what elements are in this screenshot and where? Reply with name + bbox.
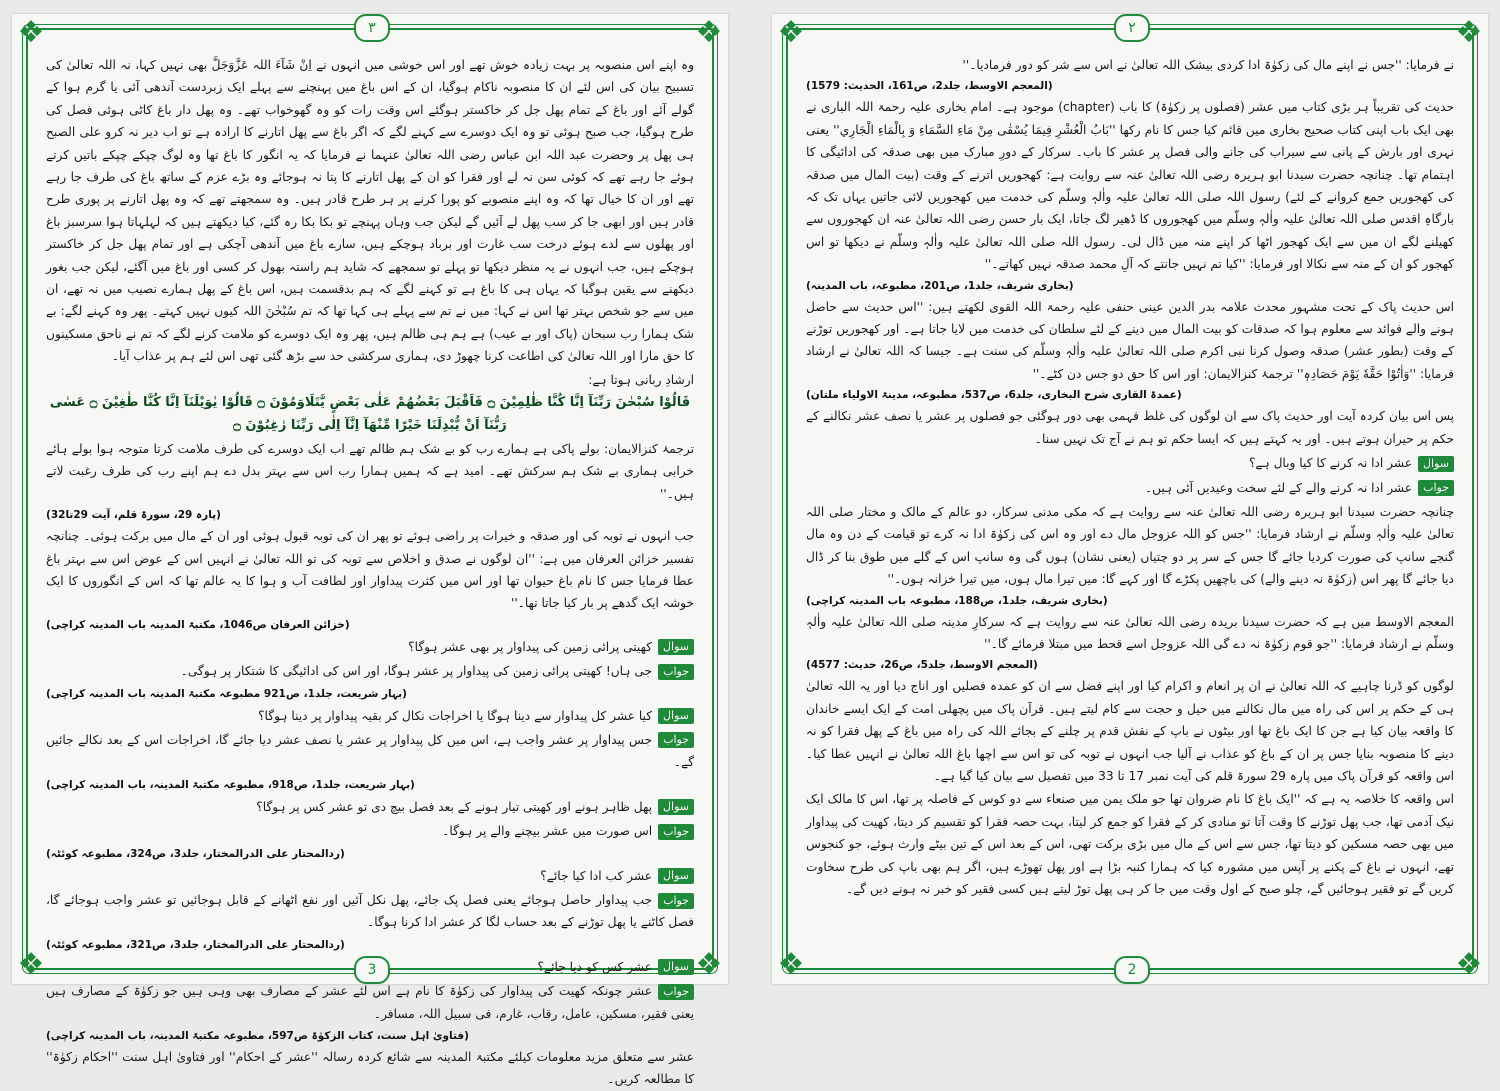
paragraph: حدیث کی تقریباً ہر بڑی کتاب میں عشر (فصلوں پر زکوٰۃ) کا باب (chapter) موجود ہے۔ امام بخاری علیہ رحمۃ اللہ الباری نے بھی ایک باب اپنی کتاب صحیح بخاری میں قائم کیا جس کا نام رکھا ''بَابُ الْعُشْرِ فِيمَا يُسْقٰى مِنْ مَاءِ السَّمَاءِ وَ بِالْمَاءِ الْجَارِي'' یعنی نہری اور بارش کے پانی سے سیراب کی جانے والی فصل پر عشر کا باب۔ سرکار کے دورِ مبارک میں بھی صدقہ کی ادائیگی کا اہتمام تھا۔ چنانچہ حضرت سیدنا ابو ہریرہ رضی اللہ تعالیٰ عنہ سے روایت ہے: کھجوریں اترنے کے وقت (بیت المال میں صدقہ کی کھجوریں جمع کروانے کے لئے) رسول اللہ صلی اللہ تعالیٰ علیہ واٰلہٖ وسلّم کی خدمت میں کھجوریں لائی جاتیں یہاں تک کہ بارگاہِ اقدس صلی اللہ تعالیٰ علیہ واٰلہٖ وسلّم میں کھجوروں کا ڈھیر لگ جاتا، ایک بار حسن رضی اللہ تعالیٰ عنہ ان کھجوروں سے کھیلنے لگے ان میں سے ایک کھجور اٹھا کر اپنے منہ میں ڈال لی۔ رسول اللہ صلی اللہ تعالیٰ علیہ واٰلہٖ وسلّم نے دیکھا تو اس کھجور کو ان کے منہ سے نکالا اور فرمایا: ''کیا تم نہیں جانتے کہ آلِ محمد صدقہ نہیں کھاتے۔'' — [806, 100, 1454, 272]
answer-badge: جواب — [658, 732, 694, 748]
page-number-top: ۲ — [1114, 14, 1150, 42]
question-badge: سوال — [658, 708, 694, 724]
reference: (خزائن العرفان ص1046، مکتبۃ المدینہ باب المدینہ کراچی) — [46, 618, 350, 631]
qa-item — [806, 477, 1454, 499]
paragraph: چنانچہ حضرت سیدنا ابو ہریرہ رضی اللہ تعالیٰ عنہ سے روایت ہے کہ مکی مدنی سرکار، دو عالم کے مالک و مختار صلی اللہ تعالیٰ علیہ واٰلہٖ وسلّم نے ارشاد فرمایا: ''جس کو اللہ عزوجل مال دے اور وہ اس کی زکوٰۃ ادا نہ کرے تو قیامت کے دن وہ مال گنجے سانپ کی صورت کردیا جائے گا جس کے سر پر دو چتیاں (یعنی نشان) ہوں گی وہ سانپ اس کے گلے میں طوق بنا کر ڈال دیا جائے گا پھر اس (زکوٰۃ نہ دینے والے) کی باچھیں پکڑے گا اور کہے گا: میں تیرا مال ہوں، میں تیرا خزانہ ہوں۔'' — [806, 504, 1454, 587]
corner-ornament-icon: ❖ — [1455, 947, 1483, 982]
question-badge: سوال — [658, 799, 694, 815]
qa-text: کھیتی پرائی زمین کی پیداوار پر بھی عشر ہوگا؟ — [408, 639, 653, 654]
page-3 — [12, 14, 728, 1087]
qa-item — [46, 980, 694, 1025]
corner-ornament-icon: ❖ — [17, 15, 45, 50]
reference: (بخاری شریف، جلد1، ص201، مطبوعہ، باب المدینہ) — [806, 279, 1074, 292]
qa-text: عشر ادا نہ کرنے کا کیا وبال ہے؟ — [1248, 456, 1413, 471]
corner-ornament-icon: ❖ — [777, 947, 805, 982]
qa-item — [46, 729, 694, 774]
qa-text: عشر کس کو دیا جائے؟ — [537, 959, 653, 974]
qa-text: اس صورت میں عشر بیچنے والے پر ہوگا۔ — [442, 824, 653, 839]
paragraph: المعجم الاوسط میں ہے کہ حضرت سیدنا بریدہ رضی اللہ تعالیٰ عنہ سے روایت ہے کہ سرکارِ مدینہ صلی اللہ تعالیٰ علیہ واٰلہٖ وسلّم نے ارشاد فرمایا: ''جو قوم زکوٰۃ نہ دے گی اللہ عزوجل اسے قحط میں مبتلا فرمائے گا۔'' — [806, 614, 1454, 651]
paragraph: نے فرمایا: ''جس نے اپنے مال کی زکوٰۃ ادا کردی بیشک اللہ تعالیٰ نے اس سے شر کو دور فرمادیا۔'' — [962, 58, 1454, 72]
paragraph: پس اس بیان کردہ آیت اور حدیث پاک سے ان لوگوں کی غلط فہمی بھی دور ہوگئی جو فصلوں پر عشر یا نصف عشر نکالنے کے حکم پر حیران ہوتے ہیں۔ اور یہ کہتے ہیں کہ ایسا حکم تو ہم نے آج تک نہیں سنا۔ — [806, 409, 1454, 446]
closing-note: عشر سے متعلق مزید معلومات کیلئے مکتبۃ المدینہ سے شائع کردہ رسالہ ''عشر کے احکام'' اور فتاویٰ اہل سنت ''احکام زکوٰۃ'' کا مطالعہ کریں۔ — [46, 1050, 694, 1087]
reference: (المعجم الاوسط، جلد2، ص161، الحدیث: 1579) — [806, 80, 1053, 93]
quran-verse: قَالُوْا سُبْحٰنَ رَبِّنَآ اِنَّا كُنَّا ظٰلِمِيْنَ ۝ فَاَقْبَلَ بَعْضُهُمْ عَلٰى بَعْضٍ يَّتَلَاوَمُوْنَ ۝ قَالُوْا يٰوَيْلَنَآ اِنَّا كُنَّا طٰغِيْنَ ۝ عَسٰى رَبُّنَآ اَنْ يُّبْدِلَنَا خَيْرًا مِّنْهَآ اِنَّآ اِلٰى رَبِّنَا رٰغِبُوْنَ ۝ — [49, 395, 691, 433]
reference: (بخاری شریف، جلد1، ص188، مطبوعہ باب المدینہ کراچی) — [806, 594, 1108, 607]
question-badge: سوال — [658, 639, 694, 655]
page-number-bottom: 3 — [354, 956, 390, 984]
qa-text: جب پیداوار حاصل ہوجائے یعنی فصل پک جائے، پھل نکل آئیں اور نفع اٹھانے کے قابل ہوجائیں تو عشر واجب ہوجائے گا، فصل کاٹنے یا پھل توڑنے کے بعد حساب لگا کر عشر ادا کرنا ہوگا۔ — [46, 893, 694, 930]
paragraph: وہ اپنے اس منصوبہ پر بہت زیادہ خوش تھے اور اس خوشی میں انہوں نے اِنْ شَآءَ اللہ عَزَّوَجَلَّ بھی نہیں کہا، نہ اللہ تعالیٰ کی تسبیح بیان کی اس لئے ان کا منصوبہ ناکام ہوگیا، ان کے اس باغ میں پہنچنے سے پہلے ایک زبردست آندھی آئی یا گرم ہوا کے گولے آئے اور باغ کے تمام پھل جل کر خاکستر ہوگئے اس وقت رات کو وہ گھوخواب تھے۔ وہ پھل دار باغ کاٹی ہوئی فصل کی طرح ہوگیا، جب صبح ہوئی تو وہ ایک دوسرے سے کہنے لگے کہ اگر باغ سے پھل اتارنے کا ارادہ ہے تو اب دیر نہ کرو علی الصبح ہی پھل پر وحضرت عبد اللہ ابن عباس رضی اللہ تعالیٰ عنہما نے فرمایا کہ یہ انگور کا باغ تھا وہ لوگ چپکے چپکے باتیں کرتے ہوئے جا رہے تھے کہ کوئی سن نہ لے اور فقرا کو ان کے پھل اتارنے کا پتا نہ ہوجائے وہ بڑے عزم کے ساتھ باغ کی طرف جا رہے تھے اور ان کا خیال تھا کہ وہ اپنے منصوبے کو پورا کرنے پر ہر طرح قادر ہیں۔ وہ سمجھتے تھے کہ وہ پھل اتارنے پر پوری طرح قادر ہیں اور ابھی جا کر سب پھل لے آئیں گے لیکن جب وہاں پہنچے تو بکا بکا رہ گئے، کیا دیکھتے ہیں کہ لہلہاتا ہوا سرسبز باغ اور پھلوں سے لدے ہوئے درخت سب غارت اور برباد ہوچکے ہیں، سارے باغ میں آندھی آچکی ہے اور تمام پھل جل کر خاکستر ہوچکے ہیں، جب انہوں نے یہ منظر دیکھا تو پہلے تو سمجھے کہ شاید ہم راستہ بھول کر کسی اور باغ میں آگئے، لیکن جب بغور دیکھنے سے یقین ہوگیا کہ یہاں ہی کا باغ ہے تو کہنے لگے کہ ہم بدقسمت ہیں، اس باغ کے پھل ہمارے نصیب میں نہ تھے، ان میں سے جو شخص بہتر تھا اس نے کہا: میں نے تم سے پہلے ہی کہا تھا کہ تم سُبْحٰنَ اللہ کیوں نہیں کہتے۔ پھر وہ کہنے لگے: بے شک ہمارا رب سبحان (پاک اور بے عیب) ہے ہم ہی ظالم ہیں، پھر وہ ایک دوسرے کو ملامت کرنے لگے کہ تم نے ناحق مسکینوں کا حق مارا اور اللہ تعالیٰ کی اطاعت کرنا چھوڑ دی، ہماری سرکشی حد سے بڑھ گئی تھی اس لئے ہم پر عذاب آیا۔ — [46, 58, 694, 364]
reference: (بہار شریعت، جلد1، ص921 مطبوعہ مکتبۃ المدینہ باب المدینہ کراچی) — [46, 687, 407, 700]
qa-item — [46, 865, 694, 887]
question-badge: سوال — [658, 959, 694, 975]
corner-ornament-icon: ❖ — [17, 947, 45, 982]
qa-item — [806, 452, 1454, 474]
page-text — [46, 54, 694, 1087]
page-2 — [772, 14, 1488, 984]
question-badge: سوال — [1418, 456, 1454, 472]
answer-badge: جواب — [1418, 480, 1454, 496]
qa-text: عشر چونکہ کھیت کی پیداوار کی زکوٰۃ کا نام ہے اس لئے عشر کے مصارف بھی وہی ہیں جو زکوٰۃ کے مصارف ہیں یعنی فقیر، مسکین، عامل، رقاب، غارم، فی سبیل اللہ، مسافر۔ — [46, 984, 694, 1021]
reference: (ردالمحتار علی الدرالمختار، جلد3، ص321، مطبوعہ کوئٹہ) — [46, 938, 345, 951]
page-text — [806, 54, 1454, 944]
qa-text: پھل ظاہر ہونے اور کھیتی تیار ہونے کے بعد فصل بیچ دی تو عشر کس پر ہوگا؟ — [256, 799, 653, 814]
paragraph: لوگوں کو ڈرنا چاہیے کہ اللہ تعالیٰ نے ان پر انعام و اکرام کیا اور اپنے فضل سے ان کو عمدہ فصلیں اور اناج دیا اور یہ اللہ تعالیٰ ہی کے حکم پر اس کی راہ میں مال نکالنے میں حیل و حجت سے کام لیتے ہیں۔ قرآن پاک میں پچھلی امت کے ایک ایسے خاندان کا واقعہ بیان کیا ہے جن کا ایک باغ تھا اور بیٹوں نے باپ کے نقش قدم پر چلنے کے بجائے اللہ کی راہ میں باغ کے پھل فقرا کو نہ دینے کا منصوبہ بنایا جس پر ان کے باغ کو عذاب نے آلیا جب انہوں نے توبہ کی تو اس سے اچھا باغ اللہ تعالیٰ نے انہیں عطا کیا۔ اس واقعہ کو قرآن پاک میں پارہ 29 سورۃ قلم کی آیت نمبر 17 تا 33 میں تفصیل سے بیان کیا گیا ہے۔ — [806, 679, 1454, 783]
qa-text: جس پیداوار پر عشر واجب ہے، اس میں کل پیداوار پر عشر یا نصف عشر دیا جائے گا، اخراجات اس کے بعد نکالے جائیں گے۔ — [46, 732, 694, 770]
qa-item — [46, 889, 694, 934]
paragraph: جب انہوں نے توبہ کی اور صدقہ و خیرات پر راضی ہوئے تو پھر ان کی توبہ قبول ہوئی اور ان کے مال میں برکت ہوئی۔ چنانچہ تفسیر خزائن العرفان میں ہے: ''ان لوگوں نے صدق و اخلاص سے توبہ کی تو اللہ تعالیٰ نے انہیں اس کے عوض اس سے بہتر باغ عطا فرمایا جس کا نام باغ حیوان تھا اور اس میں کثرت پیداوار اور لطافت آب و ہوا کا یہ عالم تھا کہ اس کے انگوروں کا ایک خوشہ ایک گدھے پر بار کیا جاتا تھا۔'' — [46, 529, 694, 611]
paragraph: اس حدیث پاک کے تحت مشہور محدث علامہ بدر الدین عینی حنفی علیہ رحمۃ اللہ القوی لکھتے ہیں: ''اس حدیث سے حاصل ہونے والے فوائد سے معلوم ہوا کہ صدقات کو بیت المال میں دینے کے لئے سلطان کی خدمت میں لایا جاتا ہے۔ اور کھجوریں توڑنے کے وقت (بطور عشر) صدقہ وصول کرنا نبی اکرم صلی اللہ تعالیٰ علیہ واٰلہٖ وسلّم کی سنت ہے۔ جیسا کہ اللہ تعالیٰ نے ارشاد فرمایا: ''وَاٰتُوْا حَقَّهٗ يَوْمَ حَصَادِهٖ'' ترجمۂ کنزالایمان: اور اس کا حق دو جس دن کٹے۔'' — [806, 299, 1454, 381]
qa-item — [46, 660, 694, 682]
paragraph: اس واقعہ کا خلاصہ یہ ہے کہ ''ایک باغ کا نام ضروان تھا جو ملک یمن میں صنعاء سے دو کوس کے فاصلہ پر تھا، اس کا مالک ایک نیک آدمی تھا، جب پھل توڑنے کا وقت آتا تو منادی کر کے فقرا کو جمع کر لیتا، بہت حصہ فقرا کو تقسیم کر دیتا، کھیت کی پیداوار میں بھی حصہ مسکین کو دیتا تھا، جس سے اس کے مال میں بڑی برکت تھی، اس کے بعد اس کے تین بیٹے وارث ہوئے، جو کنجوس تھے، انہوں نے باغ کے پکنے پر آپس میں مشورہ کیا کہ ہمارا کنبہ بڑا ہے اور پھل تھوڑے ہیں، اگر ہم بھی باپ کی طرح سخاوت کریں گے تو فقیر ہوجائیں گے، چلو صبح کے اول وقت میں جا کر ہی پھل توڑ لیتے ہیں کسی فقیر کو خبر نہ ہونے دیں گے۔ — [806, 792, 1454, 896]
qa-item — [46, 820, 694, 842]
answer-badge: جواب — [658, 664, 694, 680]
page-number-top: ۳ — [354, 14, 390, 42]
reference: (ردالمحتار علی الدرالمختار، جلد3، ص324، مطبوعہ کوئٹہ) — [46, 847, 345, 860]
reference: (فتاویٰ اہل سنت، کتاب الزکوٰۃ ص597، مطبوعہ مکتبۃ المدینہ، باب المدینہ کراچی) — [46, 1030, 469, 1043]
page-number-bottom: 2 — [1114, 956, 1150, 984]
reference: (المعجم الاوسط، جلد5، ص26، حدیث: 4577) — [806, 659, 1038, 672]
qa-text: کیا عشر کل پیداوار سے دینا ہوگا یا اخراجات نکال کر بقیہ پیداوار پر دینا ہوگا؟ — [258, 708, 653, 723]
paragraph: ارشادِ ربانی ہوتا ہے: — [588, 372, 694, 387]
qa-text: عشر کب ادا کیا جائے؟ — [540, 868, 653, 883]
answer-badge: جواب — [658, 893, 694, 909]
qa-item — [46, 796, 694, 818]
answer-badge: جواب — [658, 824, 694, 840]
qa-item — [46, 705, 694, 727]
corner-ornament-icon: ❖ — [1455, 15, 1483, 50]
reference: (پارہ 29، سورۃ قلم، آیت 29تا32) — [46, 509, 221, 522]
corner-ornament-icon: ❖ — [695, 15, 723, 50]
corner-ornament-icon: ❖ — [695, 947, 723, 982]
reference: (بہار شریعت، جلد1، ص918، مطبوعہ مکتبۃ المدینہ، باب المدینہ کراچی) — [46, 778, 415, 791]
qa-item — [46, 636, 694, 658]
qa-item — [46, 956, 694, 978]
qa-text: عشر ادا نہ کرنے والے کے لئے سخت وعیدیں آئی ہیں۔ — [1144, 480, 1413, 495]
qa-text: جی ہاں! کھیتی پرائی زمین کی پیداوار پر عشر ہوگا، اور اس کی ادائیگی کا شتکار پر ہوگی۔ — [180, 664, 653, 679]
reference: (عمدۃ القاری شرح البخاری، جلد6، ص537، مطبوعہ، مدینۃ الاولیاء ملتان) — [806, 389, 1182, 402]
answer-badge: جواب — [658, 984, 694, 1000]
translation: ترجمۂ کنزالایمان: بولے پاکی ہے ہمارے رب کو بے شک ہم ظالم تھے اب ایک دوسرے کی طرف ملامت کرتا متوجہ ہوا بولے ہائے خرابی ہماری بے شک ہم سرکش تھے۔ امید ہے کہ ہمیں ہمارا رب اس سے بہتر بدل دے ہم اپنے رب کی طرف رغبت لاتے ہیں۔'' — [46, 441, 694, 501]
question-badge: سوال — [658, 868, 694, 884]
corner-ornament-icon: ❖ — [777, 15, 805, 50]
